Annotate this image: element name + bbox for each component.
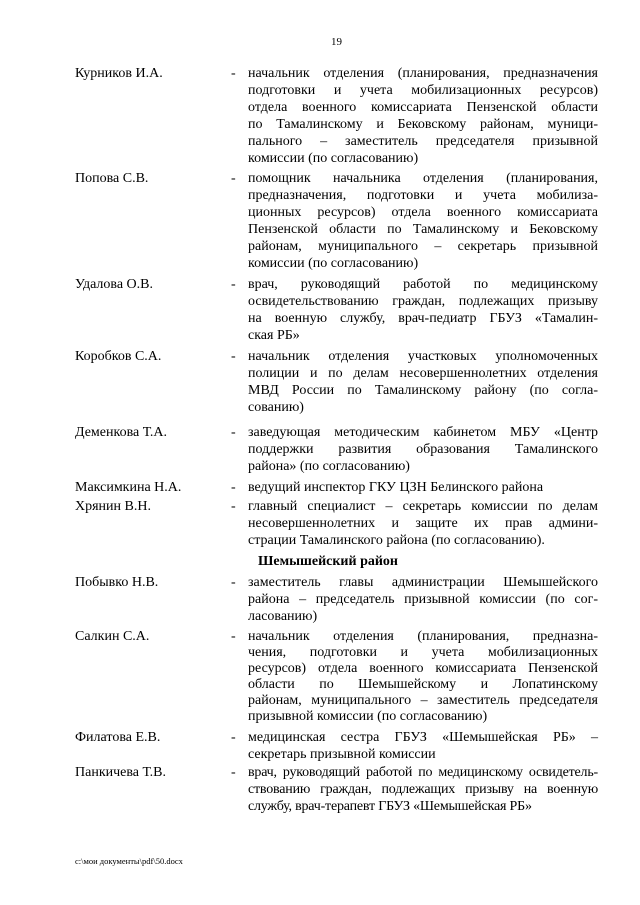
dash-separator: - xyxy=(231,575,236,590)
role-line: медицинская сестра ГБУЗ «Шемышейская РБ» – xyxy=(248,730,598,745)
member-role xyxy=(248,348,598,416)
member-name: Панкичева Т.В. xyxy=(75,765,166,780)
role-line: секретарь призывной комиссии xyxy=(248,747,436,762)
role-line: врач, руководящий работой по медицинскому xyxy=(248,277,598,292)
role-line: сованию) xyxy=(248,400,304,415)
member-name: Деменкова Т.А. xyxy=(75,425,167,440)
member-role xyxy=(248,276,598,344)
role-line: подготовки и учета мобилизационных ресурсов) xyxy=(248,83,598,98)
section-heading: Шемышейский район xyxy=(258,554,398,569)
role-line: полиции и по делам несовершеннолетних отделения xyxy=(248,366,598,381)
member-role xyxy=(248,424,598,475)
dash-separator: - xyxy=(231,480,236,495)
role-line: начальник отделения (планирования, предназна- xyxy=(248,629,598,644)
member-name: Удалова О.В. xyxy=(75,277,153,292)
member-role xyxy=(248,629,598,725)
member-role xyxy=(248,479,598,496)
role-line: несовершеннолетних и защите их прав админи- xyxy=(248,516,598,531)
member-role xyxy=(248,574,598,625)
member-name: Хрянин В.Н. xyxy=(75,499,151,514)
role-line: главный специалист – секретарь комиссии по делам xyxy=(248,499,598,514)
dash-separator: - xyxy=(231,425,236,440)
member-name: Попова С.В. xyxy=(75,171,149,186)
role-line: поддержки развития образования Тамалинского xyxy=(248,442,598,457)
member-role xyxy=(248,729,598,763)
role-line: комиссии (по согласованию) xyxy=(248,256,419,271)
role-line: ласованию) xyxy=(248,609,318,624)
dash-separator: - xyxy=(231,171,236,186)
role-line: службу, врач-терапевт ГБУЗ «Шемышейская РБ» xyxy=(248,799,532,814)
member-role xyxy=(248,498,598,549)
role-line: заместитель главы администрации Шемышейского xyxy=(248,575,598,590)
role-line: призывной комиссии (по согласованию) xyxy=(248,709,488,724)
dash-separator: - xyxy=(231,730,236,745)
role-line: пального – заместитель председателя призывной xyxy=(248,134,598,149)
role-line: на военную службу, врач-педиатр ГБУЗ «Тамалин- xyxy=(248,311,598,326)
dash-separator: - xyxy=(231,66,236,81)
dash-separator: - xyxy=(231,277,236,292)
dash-separator: - xyxy=(231,629,236,644)
role-line: комиссии (по согласованию) xyxy=(248,151,419,166)
role-line: области по Шемышейскому и Лопатинскому xyxy=(248,677,598,692)
member-role xyxy=(248,65,598,167)
member-name: Коробков С.А. xyxy=(75,349,162,364)
role-line: чения, подготовки и учета мобилизационных xyxy=(248,645,598,660)
role-line: МВД России по Тамалинскому району (по согла- xyxy=(248,383,598,398)
role-line: районам, муниципального – секретарь призывной xyxy=(248,239,598,254)
page-number: 19 xyxy=(331,36,342,48)
role-line: ствованию граждан, подлежащих призыву на военную xyxy=(248,782,598,797)
role-line: ресурсов) отдела военного комиссариата Пензенской xyxy=(248,661,598,676)
member-role xyxy=(248,764,598,815)
dash-separator: - xyxy=(231,349,236,364)
dash-separator: - xyxy=(231,765,236,780)
member-name: Филатова Е.В. xyxy=(75,730,161,745)
role-line: предназначения, подготовки и учета мобилиза- xyxy=(248,188,598,203)
role-line: страции Тамалинского района (по согласованию). xyxy=(248,533,545,548)
footer-file-path: c:\мои документы\pdf\50.docx xyxy=(75,856,183,866)
role-line: отдела военного комиссариата Пензенской области xyxy=(248,100,598,115)
role-line: освидетельствованию граждан, подлежащих призыву xyxy=(248,294,598,309)
role-line: начальник отделения участковых уполномоченных xyxy=(248,349,598,364)
role-line: врач, руководящий работой по медицинскому освидетель- xyxy=(248,765,598,780)
role-line: начальник отделения (планирования, предназначения xyxy=(248,66,598,81)
role-line: района» (по согласованию) xyxy=(248,459,410,474)
role-line: ведущий инспектор ГКУ ЦЗН Белинского района xyxy=(248,480,544,495)
member-name: Побывко Н.В. xyxy=(75,575,159,590)
role-line: районам, муниципального – заместитель председателя xyxy=(248,693,598,708)
role-line: Пензенской области по Тамалинскому и Бековскому xyxy=(248,222,598,237)
role-line: ционных ресурсов) отдела военного комиссариата xyxy=(248,205,598,220)
member-name: Максимкина Н.А. xyxy=(75,480,182,495)
role-line: по Тамалинскому и Бековскому районам, муници- xyxy=(248,117,598,132)
role-line: ская РБ» xyxy=(248,328,300,343)
role-line: заведующая методическим кабинетом МБУ «Центр xyxy=(248,425,598,440)
member-role xyxy=(248,170,598,272)
role-line: помощник начальника отделения (планирования, xyxy=(248,171,598,186)
role-line: района – председатель призывной комиссии (по сог- xyxy=(248,592,598,607)
member-name: Салкин С.А. xyxy=(75,629,150,644)
member-name: Курников И.А. xyxy=(75,66,163,81)
dash-separator: - xyxy=(231,499,236,514)
